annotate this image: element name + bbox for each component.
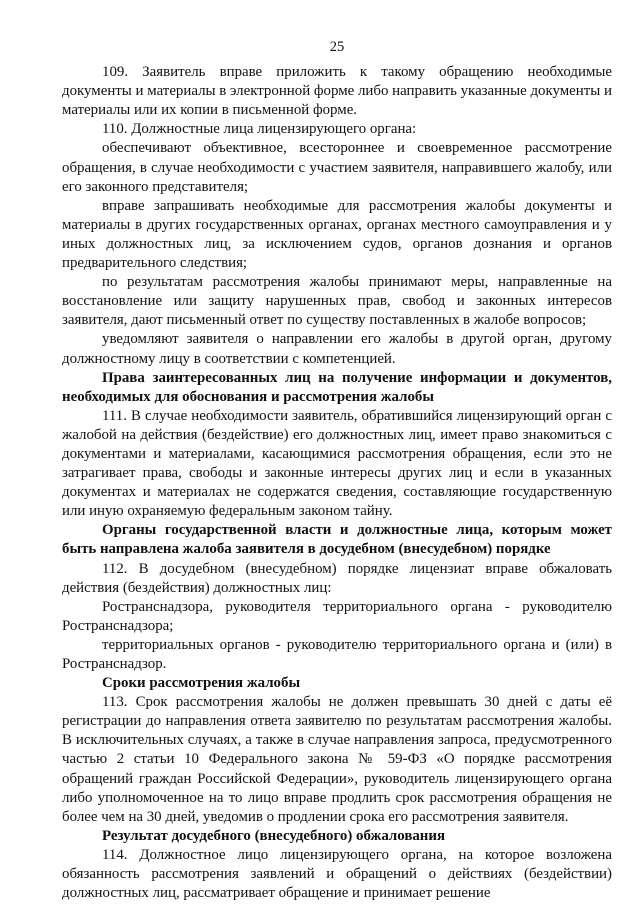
paragraph-109: 109. Заявитель вправе приложить к такому обращению необходимые документы и материалы в электронной форме либо направить указанные документы и материалы или их копии в письменной форме. — [62, 64, 612, 119]
paragraph-111: 111. В случае необходимости заявитель, обратившийся лицензирующий орган с жалобой на действия (бездействие) его должностных лиц, имеет право знакомиться с документами и материалами, касающимися рассмотрения обращения, если это не затрагивает права, свободы и законные интересы других лиц и если в указанных документах и материалах не содержатся сведения, составляющие государственную или иную охраняемую федеральным законом тайну. — [62, 407, 612, 520]
paragraph-110-item-3: по результатам рассмотрения жалобы принимают меры, направленные на восстановление или защиту нарушенных прав, свобод и законных интересов заявителя, дают письменный ответ по существу поставленных в жалобе вопросов; — [62, 274, 612, 329]
paragraph-110-item-4: уведомляют заявителя о направлении его жалобы в другой орган, другому должностному лицу в соответствии с компетенцией. — [62, 331, 612, 367]
section-heading-rights: Права заинтересованных лиц на получение информации и документов, необходимых для обоснования и рассмотрения жалобы — [62, 369, 612, 405]
paragraph-114: 114. Должностное лицо лицензирующего органа, на которое возложена обязанность рассмотрения заявлений и обращений о действиях (бездействии) должностных лиц, рассматривает обращение и принимает решение — [62, 846, 612, 902]
paragraph-112-item-1: Ространснадзора, руководителя территориального органа - руководителю Ространснадзора; — [62, 598, 612, 634]
section-heading-authorities: Органы государственной власти и должностные лица, которым может быть направлена жалоба заявителя в досудебном (внесудебном) порядке — [62, 522, 612, 558]
paragraph-110-item-1: обеспечивают объективное, всестороннее и своевременное рассмотрение обращения, в случае необходимости с участием заявителя, направившего жалобу, или его законного представителя; — [62, 140, 612, 195]
paragraph-110-item-2: вправе запрашивать необходимые для рассмотрения жалобы документы и материалы в других государственных органах, органах местного самоуправления и у иных должностных лиц, за исключением судов, органов дознания и органов предварительного следствия; — [62, 197, 612, 272]
paragraph-110-intro: 110. Должностные лица лицензирующего органа: — [102, 121, 417, 138]
document-page — [62, 38, 612, 903]
paragraph-112-item-2: территориальных органов - руководителю территориального органа и (или) в Ространснадзор. — [62, 636, 612, 672]
section-heading-result: Результат досудебного (внесудебного) обжалования — [102, 827, 446, 844]
paragraph-113: 113. Срок рассмотрения жалобы не должен превышать 30 дней с даты её регистрации до направления ответа заявителю по результатам рассмотрения жалобы. В исключительных случаях, а также в случае направления запроса, предусмотренного частью 2 статьи 10 Федерального закона № 59-ФЗ «О порядке рассмотрения обращений граждан Российской Федерации», руководитель лицензирующего органа либо уполномоченное на то лицо вправе продлить срок рассмотрения обращения не более чем на 30 дней, уведомив о продлении срока его рассмотрения заявителя. — [62, 694, 612, 825]
page-number: 25 — [329, 39, 345, 55]
section-heading-deadlines: Сроки рассмотрения жалобы — [102, 675, 301, 692]
paragraph-112: 112. В досудебном (внесудебном) порядке лицензиат вправе обжаловать действия (бездействия) должностных лиц: — [62, 560, 612, 596]
